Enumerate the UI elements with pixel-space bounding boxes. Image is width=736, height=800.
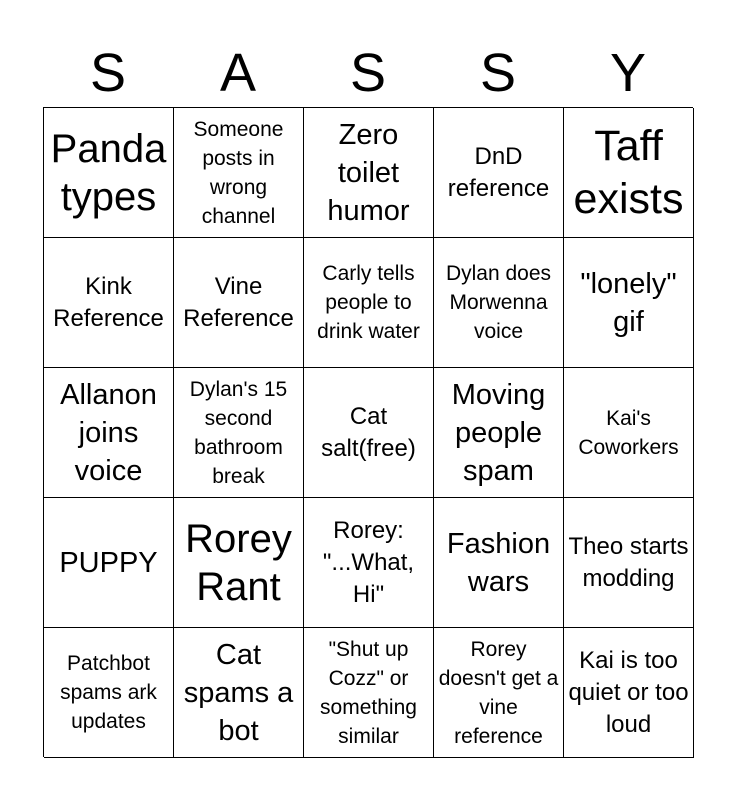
bingo-board [43, 107, 693, 757]
cell-text: Dylan's 15 second bathroom break [189, 377, 288, 488]
bingo-cell[interactable] [434, 238, 564, 368]
cell-text: Kai is too quiet or too loud [568, 646, 689, 738]
header-letter: A [219, 43, 257, 103]
bingo-cell[interactable] [434, 108, 564, 238]
bingo-cell[interactable] [174, 498, 304, 628]
bingo-cell[interactable] [564, 628, 694, 758]
bingo-cell[interactable] [174, 368, 304, 498]
bingo-cell[interactable] [304, 368, 434, 498]
cell-text: DnD reference [447, 142, 550, 202]
bingo-cell[interactable] [44, 238, 174, 368]
bingo-header [43, 40, 693, 106]
bingo-cell[interactable] [564, 108, 694, 238]
bingo-cell[interactable] [564, 238, 694, 368]
cell-text: "lonely" gif [580, 267, 677, 338]
cell-text: Cat spams a bot [183, 638, 294, 747]
bingo-cell[interactable] [434, 498, 564, 628]
bingo-cell[interactable] [174, 628, 304, 758]
cell-text: Vine Reference [183, 272, 294, 332]
bingo-cell[interactable] [564, 498, 694, 628]
cell-text: "Shut up Cozz" or something similar [320, 637, 417, 748]
cell-text: Fashion wars [446, 527, 551, 598]
cell-text: Rorey doesn't get a vine reference [438, 637, 559, 748]
bingo-cell[interactable] [304, 108, 434, 238]
cell-text: Kink Reference [53, 272, 164, 332]
bingo-cell[interactable] [434, 368, 564, 498]
bingo-cell[interactable] [44, 498, 174, 628]
bingo-cell[interactable] [174, 238, 304, 368]
cell-text: Kai's Coworkers [578, 406, 679, 459]
cell-text: Cat salt(free) [321, 402, 416, 462]
cell-text: Panda types [50, 126, 167, 219]
bingo-cell[interactable] [304, 238, 434, 368]
cell-text: Allanon joins voice [60, 378, 157, 487]
header-letter: Y [609, 43, 647, 103]
cell-text: Carly tells people to drink water [317, 262, 420, 343]
bingo-cell[interactable] [434, 628, 564, 758]
cell-text: Theo starts modding [568, 532, 689, 592]
header-letter: S [349, 43, 387, 103]
cell-text: Dylan does Morwenna voice [445, 262, 552, 343]
cell-text: Someone posts in wrong channel [193, 117, 284, 228]
bingo-cell[interactable] [174, 108, 304, 238]
cell-text: Zero toilet humor [327, 118, 410, 227]
bingo-cell[interactable] [44, 108, 174, 238]
bingo-cell[interactable] [44, 628, 174, 758]
header-letter: S [89, 43, 127, 103]
bingo-cell[interactable] [304, 628, 434, 758]
header-letter: S [479, 43, 517, 103]
cell-text: Patchbot spams ark updates [60, 652, 157, 733]
cell-text: PUPPY [59, 546, 158, 579]
cell-text: Rorey: "...What, Hi" [322, 516, 415, 608]
bingo-cell[interactable] [304, 498, 434, 628]
bingo-cell[interactable] [564, 368, 694, 498]
cell-text: Taff exists [573, 121, 684, 223]
cell-text: Moving people spam [451, 378, 546, 487]
bingo-cell[interactable] [44, 368, 174, 498]
cell-text: Rorey Rant [185, 516, 292, 609]
